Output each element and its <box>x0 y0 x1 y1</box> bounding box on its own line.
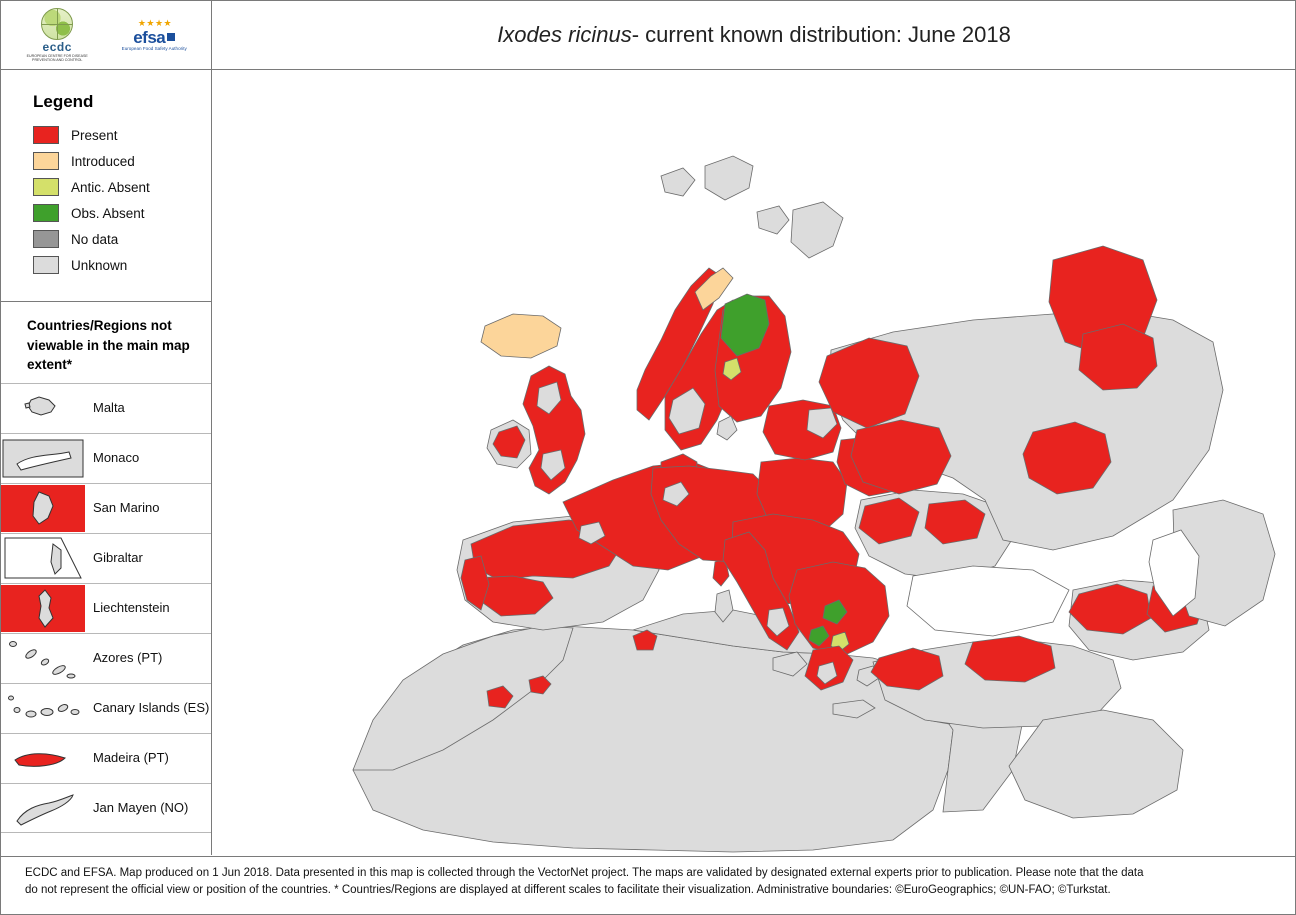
region-row-liechtenstein <box>1 583 211 633</box>
eu-stars-icon: ★ ★ ★ ★ <box>137 17 171 28</box>
legend-label-antic-absent: Antic. Absent <box>71 179 150 195</box>
region-row-azores <box>1 633 211 683</box>
legend-item-introduced <box>33 148 211 174</box>
legend-item-obs-absent <box>33 200 211 226</box>
region-label-canary-islands: Canary Islands (ES) <box>93 700 210 716</box>
efsa-logo-subtitle: European Food Safety Authority <box>121 45 187 51</box>
species-name: Ixodes ricinus <box>497 22 632 47</box>
region-label-jan-mayen: Jan Mayen (NO) <box>93 799 189 815</box>
legend-item-antic-absent <box>33 174 211 200</box>
title-suffix: - current known distribution: June 2018 <box>631 22 1011 47</box>
region-row-jan-mayen <box>1 783 211 833</box>
region-thumb-liechtenstein <box>1 584 85 633</box>
region-thumb-san-marino <box>1 484 85 533</box>
region-thumb-jan-mayen <box>1 783 85 832</box>
ecdc-logo-text: ecdc <box>42 39 72 54</box>
legend-item-unknown <box>33 252 211 278</box>
legend-swatch-present <box>33 126 59 144</box>
region-thumb-monaco <box>1 434 85 483</box>
regions-panel <box>1 302 211 833</box>
efsa-logo <box>122 19 187 52</box>
region-label-malta: Malta <box>93 400 125 416</box>
region-label-madeira: Madeira (PT) <box>93 750 169 766</box>
legend-item-no-data <box>33 226 211 252</box>
region-label-azores: Azores (PT) <box>93 650 163 666</box>
europe-map-svg[interactable] <box>213 70 1295 855</box>
page-title <box>213 1 1295 69</box>
legend-swatch-unknown <box>33 256 59 274</box>
left-panel <box>1 70 212 855</box>
region-label-monaco: Monaco <box>93 450 140 466</box>
legend-label-obs-absent: Obs. Absent <box>71 205 145 221</box>
header <box>1 1 1295 70</box>
regions-panel-title: Countries/Regions not viewable in the main map extent* <box>27 318 190 373</box>
legend-swatch-introduced <box>33 152 59 170</box>
region-row-madeira <box>1 733 211 783</box>
region-thumb-madeira <box>1 734 85 783</box>
region-thumb-azores <box>1 634 85 683</box>
legend-label-unknown: Unknown <box>71 257 128 273</box>
region-russia-present-3 <box>851 420 951 494</box>
region-thumb-malta <box>1 384 85 433</box>
legend-item-present <box>33 122 211 148</box>
region-row-gibraltar <box>1 533 211 583</box>
logo-box <box>1 1 212 69</box>
map-canvas[interactable] <box>213 70 1295 855</box>
ecdc-logo-subtitle: EUROPEAN CENTRE FOR DISEASE PREVENTION AND CONTROL <box>26 53 88 62</box>
footer <box>1 856 1295 914</box>
region-row-malta <box>1 383 211 433</box>
footer-line-1: ECDC and EFSA. Map produced on 1 Jun 2018. Data presented in this map is collected through the VectorNet project. The maps are validated by designated external experts prior to publication. Please note that the data <box>25 867 1144 879</box>
region-row-san-marino <box>1 483 211 533</box>
efsa-logo-text: efsa <box>133 29 175 46</box>
legend-swatch-no-data <box>33 230 59 248</box>
legend-label-present: Present <box>71 127 118 143</box>
legend-swatch-antic-absent <box>33 178 59 196</box>
legend-label-introduced: Introduced <box>71 153 135 169</box>
region-label-gibraltar: Gibraltar <box>93 550 143 566</box>
ecdc-logo <box>25 8 89 63</box>
region-thumb-canary-islands <box>1 684 85 733</box>
region-label-liechtenstein: Liechtenstein <box>93 600 170 616</box>
legend-swatch-obs-absent <box>33 204 59 222</box>
legend <box>1 70 211 302</box>
region-row-canary-islands <box>1 683 211 733</box>
region-label-san-marino: San Marino <box>93 500 160 516</box>
footer-line-2: do not represent the official view or position of the countries. * Countries/Regions are displayed at different scales to facilitate their visualization. Administrative boundaries: ©EuroGeographics; ©UN-FAO; ©Turkstat. <box>25 883 1111 896</box>
legend-label-no-data: No data <box>71 231 119 247</box>
globe-icon <box>41 8 73 40</box>
region-row-monaco <box>1 433 211 483</box>
region-thumb-gibraltar <box>1 534 85 583</box>
legend-title: Legend <box>33 92 94 111</box>
